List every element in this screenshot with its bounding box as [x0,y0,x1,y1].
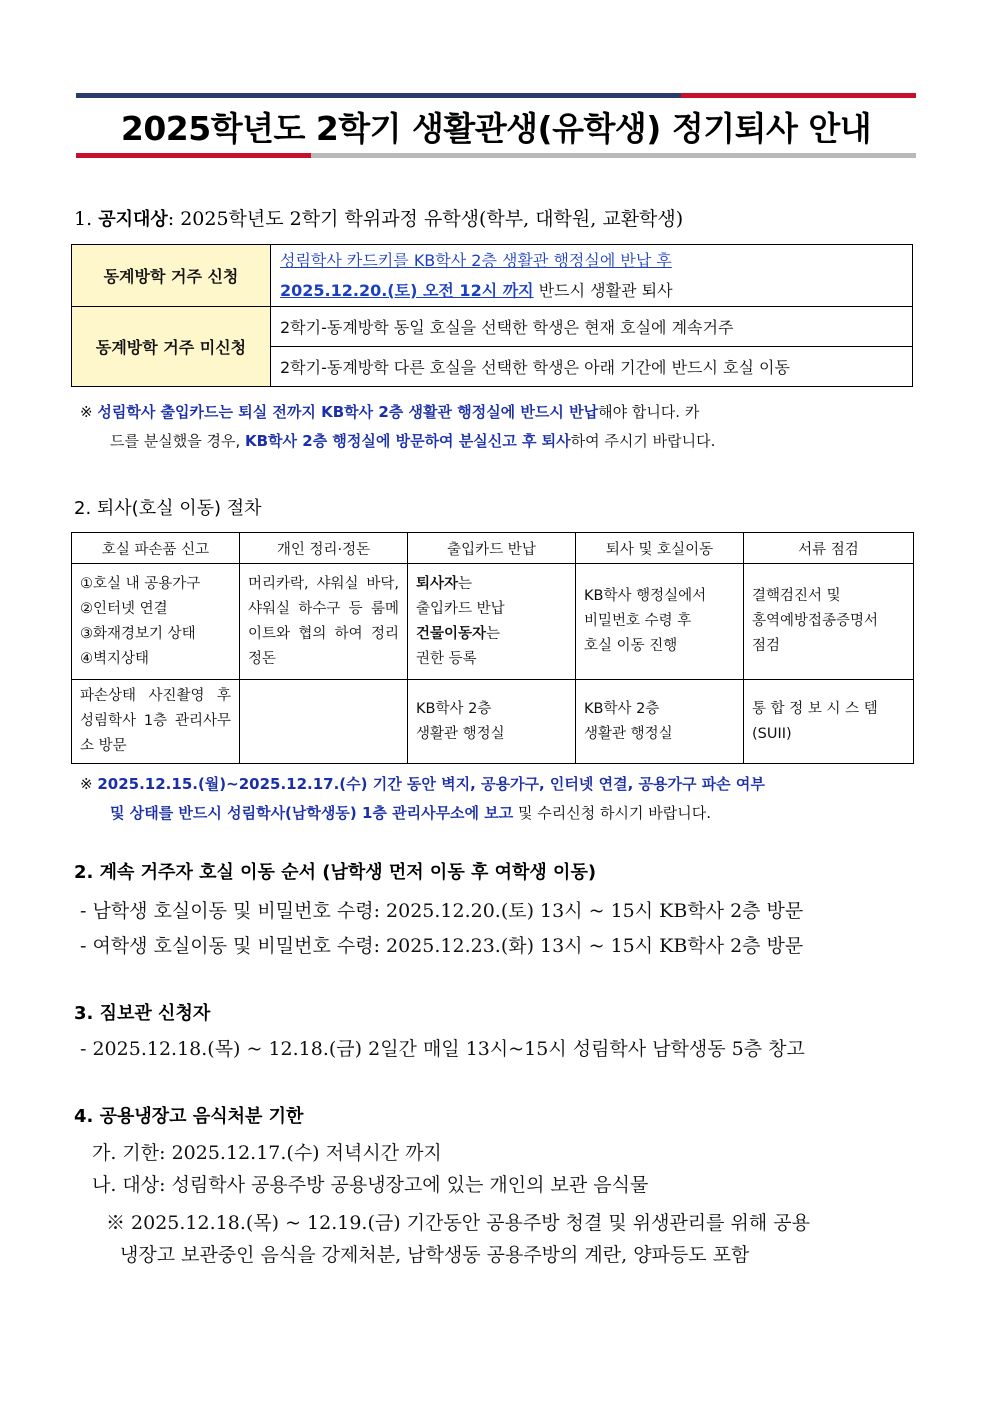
cell-damage-items: ①호실 내 공용가구 ②인터넷 연결 ③화재경보기 상태 ④벽지상태 [72,564,240,680]
table-row [72,564,914,680]
cell-card-location: KB학사 2층 생활관 행정실 [408,680,576,764]
fridge-note-line2: 냉장고 보관중인 음식을 강제처분, 남학생동 공용주방의 계란, 양파등도 포함 [120,1244,750,1266]
row-content-apply: 성림학사 카드키를 KB학사 2층 생활관 행정실에 반납 후 2025.12.20.(토) 오전 12시 까지 반드시 생활관 퇴사 [271,245,913,307]
fridge-target-line: 나. 대상: 성림학사 공용주방 공용냉장고에 있는 개인의 보관 음식물 [92,1174,649,1196]
row-content-same-room: 2학기-동계방학 동일 호실을 선택한 학생은 현재 호실에 계속거주 [271,307,913,347]
section2-heading: 2. 퇴사(호실 이동) 절차 [74,498,262,519]
table-row [72,307,913,347]
fridge-note-line1: ※ 2025.12.18.(목) ~ 12.19.(금) 기간동안 공용주방 청결 및 위생관리를 위해 공용 [106,1212,811,1234]
residence-table [71,244,913,387]
row-label-apply: 동계방학 거주 신청 [72,245,271,307]
cell-documents: 결핵검진서 및 홍역예방접종증명서 점검 [744,564,914,680]
table-header-row [72,533,914,564]
card-return-text: 성림학사 카드키를 KB학사 2층 생활관 행정실에 반납 후 [280,250,672,270]
header-checkout-move: 퇴사 및 호실이동 [576,533,744,564]
cell-move-location: KB학사 2층 생활관 행정실 [576,680,744,764]
female-move-line: - 여학생 호실이동 및 비밀번호 수령: 2025.12.23.(화) 13시 ~ 15시 KB학사 2층 방문 [80,935,804,957]
damage-note: ※ 2025.12.15.(월)~2025.12.17.(수) 기간 동안 벽지, 공용가구, 인터넷 연결, 공용가구 파손 여부 및 상태를 반드시 성림학사(남학생동) 1층 관리사무소에 보고 및 수리신청 하시기 바랍니다. [80,775,765,822]
row-content-move-room: 2학기-동계방학 다른 호실을 선택한 학생은 아래 기간에 반드시 호실 이동 [271,347,913,387]
cell-cleanup-text: 머리카락, 샤워실 바닥, 샤워실 하수구 등 룸메이트와 협의 하여 정리정돈 [240,564,408,680]
title-bar-bottom-gray [311,153,916,158]
table-row [72,245,913,307]
card-note: ※ 성림학사 출입카드는 퇴실 전까지 KB학사 2층 생활관 행정실에 반드시 반납해야 합니다. 카 드를 분실했을 경우, KB학사 2층 행정실에 방문하여 분실신고 후 퇴사하여 주시기 바랍니다. [80,403,716,450]
cell-card-return: 퇴사자는 출입카드 반납 건물이동자는 권한 등록 [408,564,576,680]
table-row [72,680,914,764]
fridge-deadline-line: 가. 기한: 2025.12.17.(수) 저녁시간 까지 [92,1142,442,1164]
header-cleanup: 개인 정리·정돈 [240,533,408,564]
title-bar-top-navy [76,93,681,98]
section3-heading: 2. 계속 거주자 호실 이동 순서 (남학생 먼저 이동 후 여학생 이동) [74,862,597,883]
section4-heading: 3. 짐보관 신청자 [74,1003,211,1024]
title-block [76,93,916,159]
deadline-text: 2025.12.20.(토) 오전 12시 까지 [280,280,534,300]
section1-heading: 1. 공지대상: 2025학년도 2학기 학위과정 유학생(학부, 대학원, 교환학생) [74,208,684,230]
row-label-not-apply: 동계방학 거주 미신청 [72,307,271,387]
title-bar-bottom-red [76,153,311,158]
cell-empty [240,680,408,764]
header-card-return: 출입카드 반납 [408,533,576,564]
male-move-line: - 남학생 호실이동 및 비밀번호 수령: 2025.12.20.(토) 13시 ~ 15시 KB학사 2층 방문 [80,900,804,922]
cell-system: 통 합 정 보 시 스 템 (SUII) [744,680,914,764]
title-bar-top-red [681,93,916,98]
cell-photo-report: 파손상태 사진촬영 후 성림학사 1층 관리사무소 방문 [72,680,240,764]
page-title: 2025학년도 2학기 생활관생(유학생) 정기퇴사 안내 [120,109,872,148]
cell-move-procedure: KB학사 행정실에서 비밀번호 수령 후 호실 이동 진행 [576,564,744,680]
header-damage-report: 호실 파손품 신고 [72,533,240,564]
checkout-procedure-table [71,532,914,764]
storage-line: - 2025.12.18.(목) ~ 12.18.(금) 2일간 매일 13시~15시 성림학사 남학생동 5층 창고 [80,1038,805,1060]
section5-heading: 4. 공용냉장고 음식처분 기한 [74,1106,304,1127]
header-document-check: 서류 점검 [744,533,914,564]
